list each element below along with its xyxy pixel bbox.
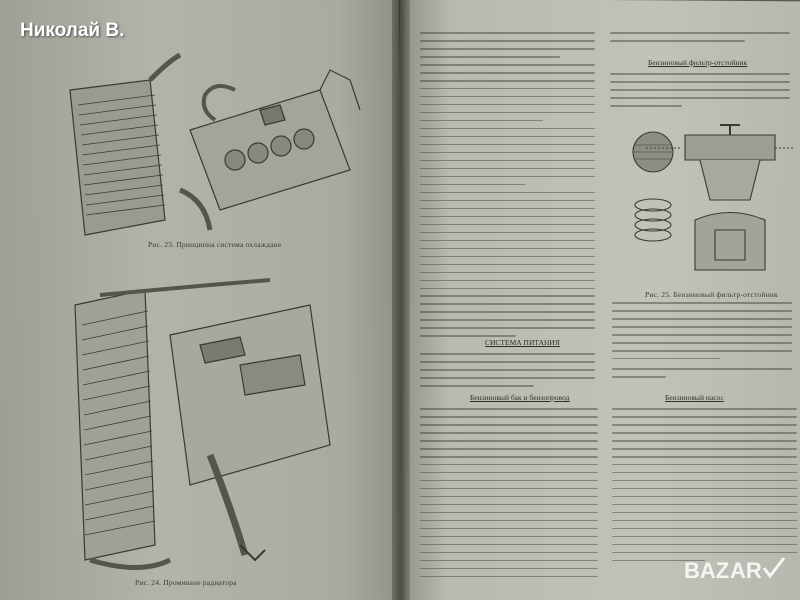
text-column-2-filter <box>610 73 790 113</box>
heading-fuel-filter: Бензиновый фильтр-отстойник <box>648 58 748 67</box>
cooling-system-illustration <box>30 50 370 240</box>
text-column-1-middle <box>420 353 595 393</box>
figure1-caption: Рис. 23. Принципна система охлаждане <box>148 240 282 249</box>
radiator-flush-illustration <box>60 275 380 575</box>
heading-fuel-tank: Бензиновый бак и бензопровод <box>470 393 570 402</box>
figure2-caption: Рис. 24. Промиване радиатора <box>135 578 237 587</box>
text-column-2-lower <box>612 408 797 568</box>
fuel-filter-illustration <box>625 120 800 280</box>
text-column-1-lower <box>420 408 598 584</box>
text-column-1-upper <box>420 32 595 343</box>
text-column-2-top <box>610 32 790 48</box>
heading-fuel-pump: Бензиновый насос <box>665 393 724 402</box>
heading-power-system: СИСТЕМА ПИТАНИЯ <box>485 338 560 347</box>
svg-text:AR: AR <box>730 558 762 583</box>
svg-text:BAZ: BAZ <box>684 558 730 583</box>
text-column-2-legend <box>612 302 792 366</box>
book-gutter <box>392 0 410 600</box>
seller-watermark: Николай В. <box>20 20 125 41</box>
figure3-caption: Рис. 25. Бензиновый фильтр-отстойник <box>645 290 778 299</box>
bazar-logo <box>680 548 790 590</box>
text-column-2-mid <box>612 368 792 384</box>
